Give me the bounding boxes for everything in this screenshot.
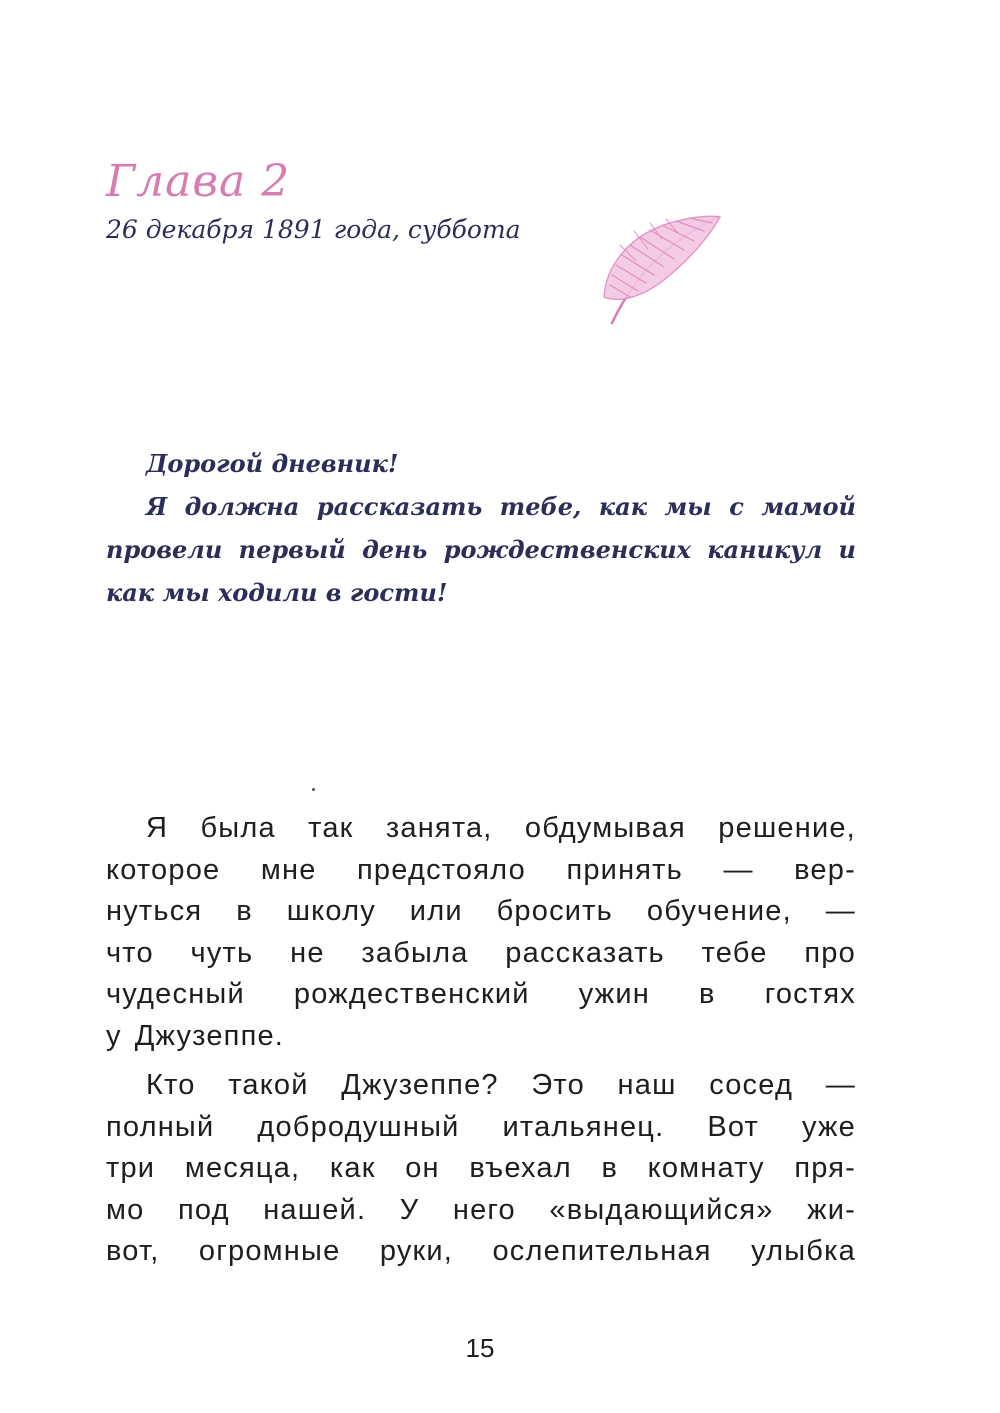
stray-dot xyxy=(312,788,315,791)
text-line: три месяца, как он въехал в комнату пря- xyxy=(106,1152,856,1184)
text-line: полный добродушный итальянец. Вот уже xyxy=(106,1110,856,1143)
feather-icon xyxy=(590,205,730,330)
text-line: Кто такой Джузеппе? Это наш сосед — xyxy=(146,1069,856,1101)
letter-message: Я должна рассказать тебе, как мы с мамой провели первый день рождественских каникул и как мы ходили в гости! xyxy=(106,492,856,607)
text-line: чудесный рождественский ужин в гостях xyxy=(106,978,856,1010)
text-line: Я была так занята, обдумывая решение, xyxy=(146,812,856,844)
page-number: 15 xyxy=(465,1333,495,1363)
text-line: мо под нашей. У него «выдающийся» жи- xyxy=(106,1193,856,1226)
text-line: вот, огромные руки, ослепительная улыбка xyxy=(106,1235,856,1267)
text-line: нуться в школу или бросить обучение, — xyxy=(106,895,856,927)
letter-greeting: Дорогой дневник! xyxy=(146,449,399,478)
text-line: у Джузеппе. xyxy=(106,1019,285,1052)
body-text xyxy=(106,808,856,1273)
chapter-date: 26 декабря 1891 года, суббота xyxy=(106,215,521,244)
text-line: которое мне предстояло принять — вер- xyxy=(106,853,856,886)
diary-letter xyxy=(106,442,856,614)
chapter-title: Глава 2 xyxy=(106,156,291,207)
text-line: что чуть не забыла рассказать тебе про xyxy=(106,936,856,969)
